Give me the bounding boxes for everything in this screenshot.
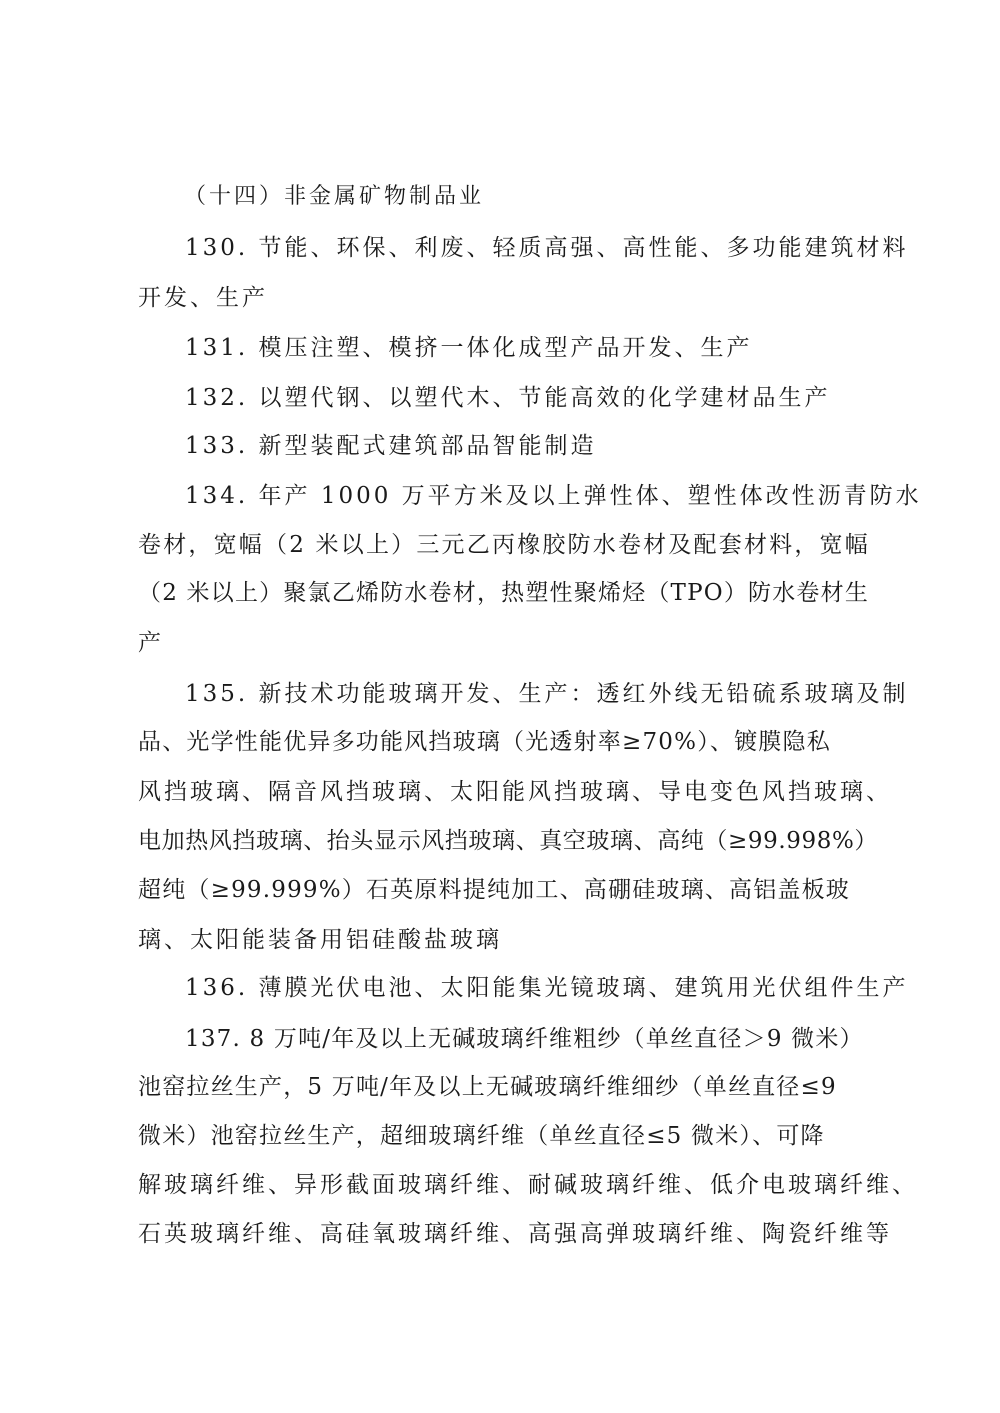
text-line: 超纯（≥99.999%）石英原料提纯加工、高硼硅玻璃、高铝盖板玻: [138, 877, 851, 903]
text-line: 132. 以塑代钢、以塑代木、节能高效的化学建材品生产: [185, 385, 831, 411]
text-line: 134. 年产 1000 万平方米及以上弹性体、塑性体改性沥青防水: [185, 483, 922, 509]
text-line: 璃、太阳能装备用铝硅酸盐玻璃: [138, 927, 502, 953]
text-line: 133. 新型装配式建筑部品智能制造: [185, 433, 597, 459]
text-line: 石英玻璃纤维、高硅氧玻璃纤维、高强高弹玻璃纤维、陶瓷纤维等: [138, 1221, 892, 1247]
text-line: 卷材，宽幅（2 米以上）三元乙丙橡胶防水卷材及配套材料，宽幅: [138, 532, 870, 558]
text-line: 开发、生产: [138, 285, 268, 311]
text-line: 136. 薄膜光伏电池、太阳能集光镜玻璃、建筑用光伏组件生产: [185, 975, 909, 1001]
text-line: 池窑拉丝生产，5 万吨/年及以上无碱玻璃纤维细纱（单丝直径≤9: [138, 1074, 837, 1100]
text-line: （2 米以上）聚氯乙烯防水卷材，热塑性聚烯烃（TPO）防水卷材生: [138, 580, 870, 606]
text-line: 解玻璃纤维、异形截面玻璃纤维、耐碱玻璃纤维、低介电玻璃纤维、: [138, 1172, 918, 1198]
text-line: 风挡玻璃、隔音风挡玻璃、太阳能风挡玻璃、导电变色风挡玻璃、: [138, 779, 892, 805]
text-line: 电加热风挡玻璃、抬头显示风挡玻璃、真空玻璃、高纯（≥99.998%）: [138, 828, 879, 854]
text-line: 131. 模压注塑、模挤一体化成型产品开发、生产: [185, 335, 753, 361]
text-line: 135. 新技术功能玻璃开发、生产：透红外线无铅硫系玻璃及制: [185, 681, 909, 707]
text-line: 品、光学性能优异多功能风挡玻璃（光透射率≥70%）、镀膜隐私: [138, 729, 831, 755]
section-heading: （十四）非金属矿物制品业: [184, 184, 485, 209]
text-line: 137. 8 万吨/年及以上无碱玻璃纤维粗纱（单丝直径＞9 微米）: [185, 1026, 864, 1052]
text-line: 产: [138, 630, 164, 656]
text-line: 微米）池窑拉丝生产，超细玻璃纤维（单丝直径≤5 微米）、可降: [138, 1123, 825, 1149]
text-line: 130. 节能、环保、利废、轻质高强、高性能、多功能建筑材料: [185, 235, 909, 261]
